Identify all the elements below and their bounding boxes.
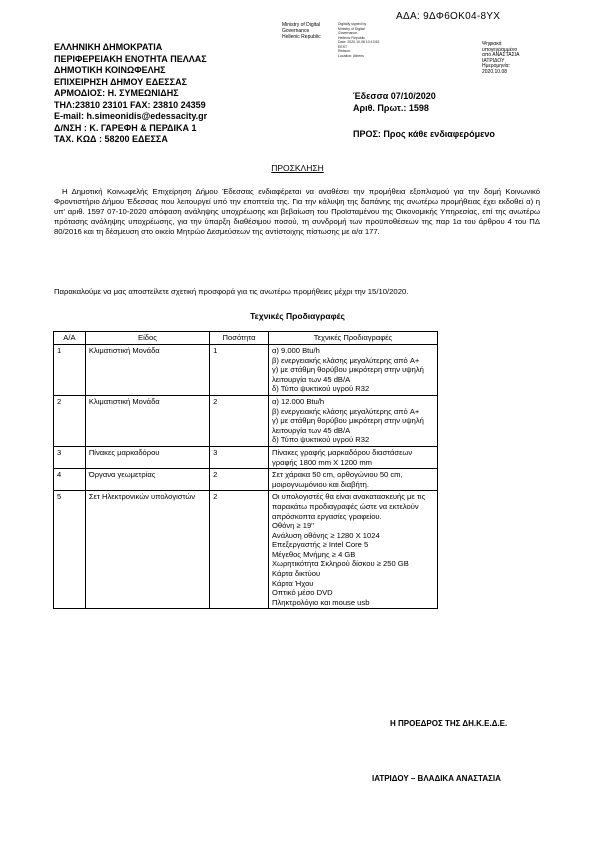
table-row (54, 446, 438, 468)
header-line: ΔΗΜΟΤΙΚΗ ΚΟΙΝΩΦΕΛΗΣ (54, 65, 166, 75)
cell-aa: 2 (54, 395, 86, 446)
president-label: Η ΠΡΟΕΔΡΟΣ ΤΗΣ ΔΗ.Κ.Ε.Δ.Ε. (390, 719, 508, 728)
col-header-qty: Ποσότητα (210, 332, 269, 345)
header-line: Δ/ΝΣΗ : Κ. ΓΑΡΕΦΗ & ΠΕΡΔΙΚΑ 1 (54, 122, 197, 133)
table-row (54, 345, 438, 396)
document-date: Έδεσσα 07/10/2020 (353, 91, 436, 101)
cell-qty: 2 (210, 469, 269, 491)
table-row (54, 491, 438, 609)
cell-item: Σετ Ηλεκτρονικών υπολογιστών (85, 491, 209, 609)
specs-table (53, 331, 438, 609)
document-title: ΠΡΟΣΚΛΗΣΗ (271, 163, 324, 173)
cell-item: Κλιματιστική Μονάδα (85, 345, 209, 396)
cell-aa: 5 (54, 491, 86, 609)
sender-header (54, 42, 207, 146)
signature-details: Digitally signed by Ministry of Digital Governance, Hellenic Republic Date: 2020.10.08 10:13:52 EEST Reason: Location: Athens (338, 22, 380, 58)
digital-signature-stamp (282, 22, 520, 75)
cell-aa: 3 (54, 446, 86, 468)
cell-item: Όργανα γεωμετρίας (85, 469, 209, 491)
cell-aa: 1 (54, 345, 86, 396)
header-line: ΤΗΛ:23810 23101 FAX: 23810 24359 (54, 99, 206, 110)
cell-qty: 3 (210, 446, 269, 468)
cell-spec: α) 12.000 Btu/h β) ενεργειακής κλάσης μεγαλύτερης από A+ γ) με στάθμη θορύβου μικρότερη στην υψηλή λειτουργία των 45 dB/A δ) Τύπο ψυκτικού υγρού R32 (268, 395, 437, 446)
date-block (353, 91, 436, 114)
cell-item: Πίνακες μαρκαδόρου (85, 446, 209, 468)
header-line: ΕΠΙΧΕΙΡΗΣΗ ΔΗΜΟΥ ΕΔΕΣΣΑΣ (54, 76, 187, 87)
header-line: ΠΕΡΙΦΕΡΕΙΑΚΗ ΕΝΟΤΗΤΑ ΠΕΛΛΑΣ (54, 53, 207, 64)
cell-item: Κλιματιστική Μονάδα (85, 395, 209, 446)
table-row (54, 469, 438, 491)
signature-signer: Ψηφιακά υπογεγραμμένο από ΑΝΑΣΤΑΣΙΑ ΙΑΤΡΙΔΟΥ Ημερομηνία: 2020.10.08 (482, 41, 520, 75)
col-header-aa: Α/Α (54, 332, 86, 345)
request-paragraph: Παρακαλούμε να μας αποστείλετε σχετική προσφορά για τις ανωτέρω προμήθειες μέχρι την 15/10/2020. (54, 287, 409, 296)
recipient: ΠΡΟΣ: Προς κάθε ενδιαφερόμενο (353, 129, 495, 139)
cell-qty: 2 (210, 491, 269, 609)
tech-specs-title: Τεχνικές Προδιαγραφές (250, 311, 345, 321)
ada-code: ΑΔΑ: 9ΔΦ6ΟΚ04-8ΥΧ (396, 11, 501, 22)
table-header-row (54, 332, 438, 345)
cell-spec: Πίνακες γραφής μαρκαδόρου διαστάσεων γραφής 1800 mm X 1200 mm (268, 446, 437, 468)
body-paragraph: Η Δημοτική Κοινωφελής Επιχείρηση Δήμου Έδεσσας ενδιαφέρεται να αναθέσει την προμήθεια εξοπλισμού για την δομή Κοινωνικό Φροντιστήριο Δήμου Έδεσσας που λειτουργεί υπό την εποπτεία της. Για την κάλυψη της δαπάνης της ανωτέρω προμήθειας έχει εκδοθεί α) η υπ' αριθ. 1597 07-10-2020 απόφαση ανάληψης υποχρέωσης και βεβαίωση του Προϊσταμένου της Οικονομικής Υπηρεσίας, επί της ανωτέρω πρότασης ανάληψης υποχρέωσης, για την ύπαρξη διαθέσιμου ποσού, τη συνδρομή των προϋποθέσεων της παρ 1α του άρθρου 4 του ΠΔ 80/2016 και τη δέσμευση στο οικείο Μητρώο Δεσμεύσεων της αντίστοιχης πίστωσης με α/α 177. (54, 187, 540, 236)
cell-spec: Οι υπολογιστές θα είναι ανακατασκευής με τις παρακάτω προδιαγραφές ώστε να εκτελούν απρόσκοπτα εργασίες γραφείου. Οθόνη ≥ 19'' Ανάλυση οθόνης ≥ 1280 Χ 1024 Επεξεργαστής ≥ Intel Core 5 Μέγεθος Μνήμης ≥ 4 GB Χωρητικότητα Σκληρού δίσκου ≥ 250 GB Κάρτα δικτύου Κάρτα Ήχου Οπτικό μέσο DVD Πληκτρολόγιο και mouse usb (268, 491, 437, 609)
header-line: ΕΛΛΗΝΙΚΗ ΔΗΜΟΚΡΑΤΙΑ (54, 42, 163, 52)
protocol-number: Αριθ. Πρωτ.: 1598 (353, 102, 429, 113)
cell-spec: α) 9.000 Btu/h β) ενεργειακής κλάσης μεγαλύτερης από A+ γ) με στάθμη θορύβου μικρότερη στην υψηλή λειτουργία των 45 dB/A δ) Τύπο ψυκτικού υγρού R32 (268, 345, 437, 396)
header-email[interactable]: E-mail: h.simeonidis@edessacity.gr (54, 111, 208, 121)
signature-issuer: Ministry of Digital Governance Hellenic Republic (282, 22, 321, 40)
cell-qty: 2 (210, 395, 269, 446)
header-line: ΑΡΜΟΔΙΟΣ: Η. ΣΥΜΕΩΝΙΔΗΣ (54, 88, 179, 98)
header-line: ΤΑΧ. ΚΩΔ : 58200 ΕΔΕΣΣΑ (54, 134, 168, 144)
col-header-item: Είδος (85, 332, 209, 345)
president-name: ΙΑΤΡΙΔΟΥ – ΒΛΑΔΙΚΑ ΑΝΑΣΤΑΣΙΑ (372, 774, 501, 783)
cell-spec: Σετ χάρακα 50 cm, ορθογώνιου 50 cm, μοιρογνωμόνιου και διαβήτη. (268, 469, 437, 491)
col-header-spec: Τεχνικές Προδιαγραφές (268, 332, 437, 345)
table-row (54, 395, 438, 446)
cell-aa: 4 (54, 469, 86, 491)
cell-qty: 1 (210, 345, 269, 396)
